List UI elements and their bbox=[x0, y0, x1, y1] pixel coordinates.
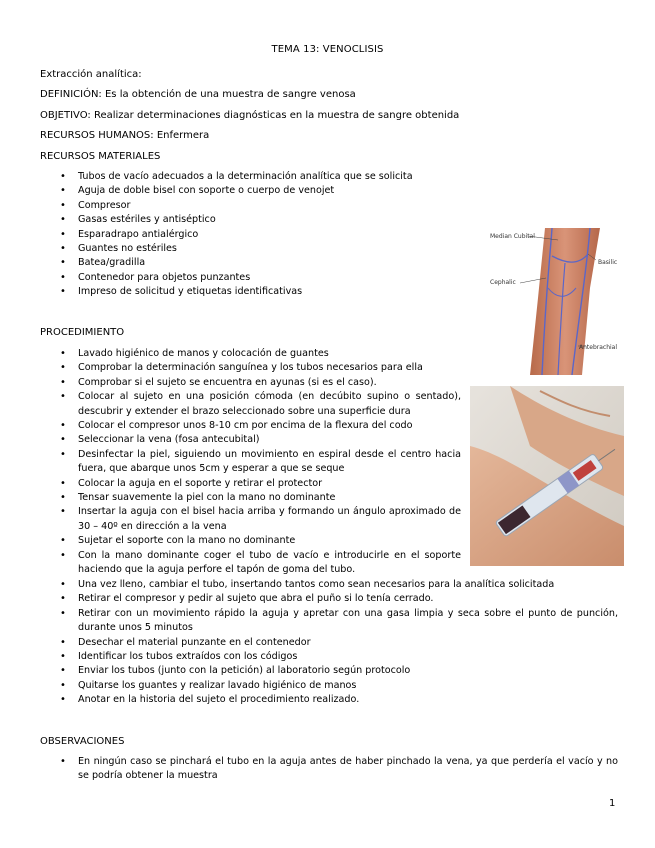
list-item: • Anotar en la historia del sujeto el procedimiento realizado. bbox=[0, 693, 618, 707]
label-basilic: Basilic bbox=[598, 259, 618, 266]
list-item: • Retirar con un movimiento rápido la aguja y apretar con una gasa limpia y seca sobre el punto de punción, durante unos 5 minutos bbox=[0, 607, 618, 636]
page-title: TEMA 13: VENOCLISIS bbox=[271, 44, 384, 55]
list-item: • Identificar los tubos extraídos con los códigos bbox=[0, 650, 618, 664]
list-item: • Esparadrapo antialérgico bbox=[0, 228, 413, 242]
list-item: • Desechar el material punzante en el contenedor bbox=[0, 636, 618, 650]
list-item: • Guantes no estériles bbox=[0, 242, 413, 256]
list-item: • Colocar al sujeto en una posición cómoda (en decúbito supino o sentado), descubrir y extender el brazo seleccionado sobre una superficie dura bbox=[0, 390, 461, 419]
venipuncture-photo bbox=[470, 386, 624, 566]
list-item: • Comprobar la determinación sanguínea y los tubos necesarios para ella bbox=[0, 361, 461, 375]
list-item: • Tensar suavemente la piel con la mano no dominante bbox=[0, 491, 461, 505]
list-item: • Aguja de doble bisel con soporte o cuerpo de venojet bbox=[0, 184, 413, 198]
definition-line: DEFINICIÓN: Es la obtención de una muestra de sangre venosa bbox=[40, 89, 356, 100]
observations-heading: OBSERVACIONES bbox=[40, 736, 125, 747]
list-item: • Contenedor para objetos punzantes bbox=[0, 271, 413, 285]
arm-shape bbox=[530, 228, 600, 375]
list-item: • Compresor bbox=[0, 199, 413, 213]
extraction-line: Extracción analítica: bbox=[40, 69, 142, 80]
materials-list bbox=[0, 170, 413, 300]
list-item: • Colocar el compresor unos 8-10 cm por encima de la flexura del codo bbox=[0, 419, 461, 433]
objective-line: OBJETIVO: Realizar determinaciones diagnósticas en la muestra de sangre obtenida bbox=[40, 110, 460, 121]
label-cephalic: Cephalic bbox=[490, 279, 516, 286]
page-number: 1 bbox=[609, 798, 616, 809]
list-item: • Gasas estériles y antiséptico bbox=[0, 213, 413, 227]
human-resources-line: RECURSOS HUMANOS: Enfermera bbox=[40, 130, 210, 141]
label-median-cubital: Median Cubital bbox=[490, 233, 535, 240]
procedure-heading: PROCEDIMIENTO bbox=[40, 327, 125, 338]
procedure-list-b bbox=[0, 578, 618, 708]
list-item: • Retirar el compresor y pedir al sujeto que abra el puño si lo tenía cerrado. bbox=[0, 592, 618, 606]
list-item: • Comprobar si el sujeto se encuentra en ayunas (si es el caso). bbox=[0, 376, 461, 390]
list-item: • Lavado higiénico de manos y colocación de guantes bbox=[0, 347, 461, 361]
materials-heading: RECURSOS MATERIALES bbox=[40, 151, 161, 162]
arm-veins-diagram bbox=[490, 228, 625, 375]
list-item: • Impreso de solicitud y etiquetas identificativas bbox=[0, 285, 413, 299]
list-item: • Seleccionar la vena (fosa antecubital) bbox=[0, 433, 461, 447]
list-item: • Tubos de vacío adecuados a la determinación analítica que se solicita bbox=[0, 170, 413, 184]
list-item: • Una vez lleno, cambiar el tubo, insertando tantos como sean necesarios para la analítica solicitada bbox=[0, 578, 618, 592]
list-item: • Con la mano dominante coger el tubo de vacío e introducirle en el soporte haciendo que la aguja perfore el tapón de goma del tubo. bbox=[0, 549, 461, 578]
list-item: • Sujetar el soporte con la mano no dominante bbox=[0, 534, 461, 548]
list-item: • Desinfectar la piel, siguiendo un movimiento en espiral desde el centro hacia fuera, que abarque unos 5cm y esperar a que se seque bbox=[0, 448, 461, 477]
observations-list bbox=[0, 755, 618, 784]
label-antebrachial: Antebrachial bbox=[579, 344, 618, 351]
list-item: • Insertar la aguja con el bisel hacia arriba y formando un ángulo aproximado de 30 – 40º en dirección a la vena bbox=[0, 505, 461, 534]
procedure-list-a bbox=[0, 347, 461, 578]
list-item: • En ningún caso se pinchará el tubo en la aguja antes de haber pinchado la vena, ya que perdería el vacío y no se podría obtener la muestra bbox=[0, 755, 618, 784]
list-item: • Batea/gradilla bbox=[0, 256, 413, 270]
list-item: • Enviar los tubos (junto con la petición) al laboratorio según protocolo bbox=[0, 664, 618, 678]
list-item: • Colocar la aguja en el soporte y retirar el protector bbox=[0, 477, 461, 491]
list-item: • Quitarse los guantes y realizar lavado higiénico de manos bbox=[0, 679, 618, 693]
